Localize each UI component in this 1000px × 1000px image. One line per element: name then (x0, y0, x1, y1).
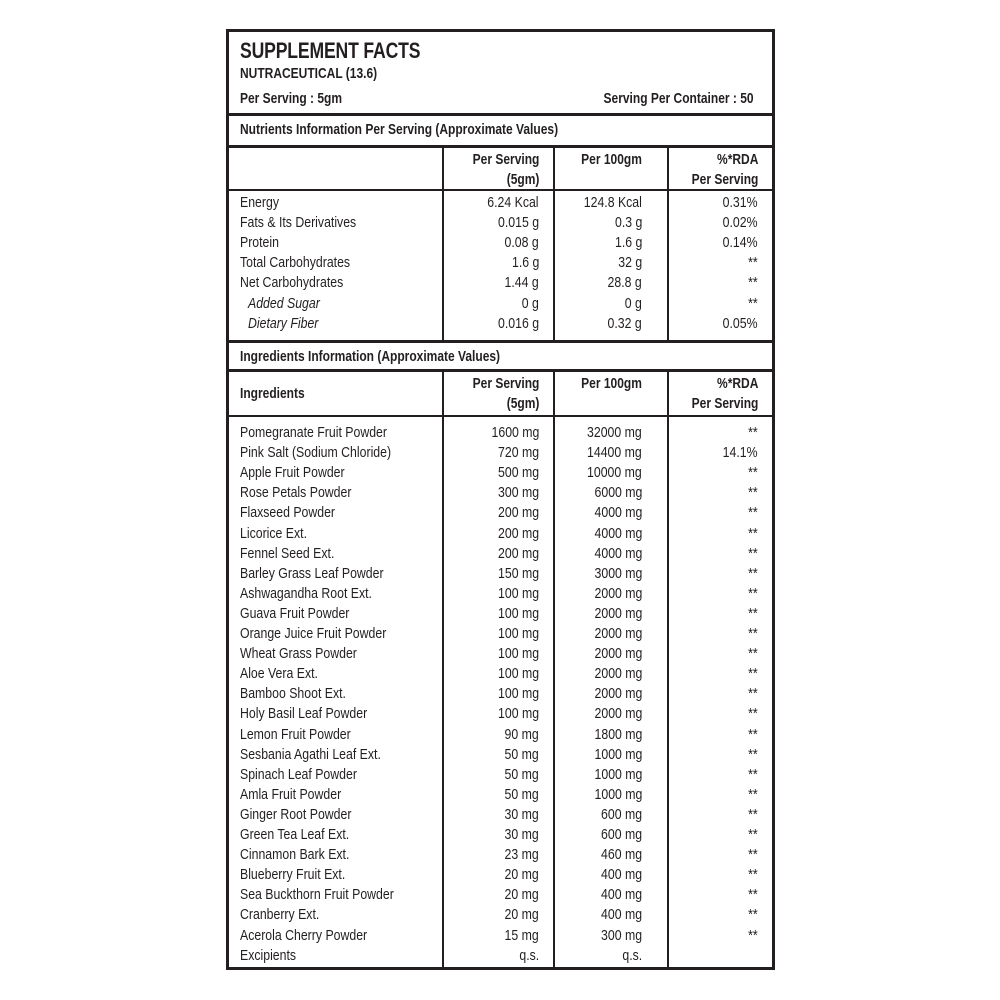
row-per-100g: 32 g (618, 254, 642, 272)
row-per-100g: 400 mg (600, 866, 642, 884)
row-name: Cranberry Ext. (240, 906, 320, 924)
column-divider (442, 148, 444, 342)
row-name: Dietary Fiber (248, 314, 319, 332)
row-per-100g: 600 mg (600, 826, 642, 843)
panel-subtitle: NUTRACEUTICAL (13.6) (240, 65, 378, 82)
divider (229, 415, 772, 417)
row-rda: ** (748, 254, 758, 272)
row-rda: ** (748, 274, 758, 292)
col-serving-line2: (5gm) (506, 395, 539, 412)
row-rda: ** (748, 866, 758, 884)
ingredients-col-100g: Per 100gm (581, 375, 642, 392)
row-rda: ** (748, 805, 758, 823)
row-per-serving: 30 mg (504, 826, 539, 843)
row-per-100g: 124.8 Kcal (583, 194, 642, 211)
row-rda: 0.31% (723, 194, 758, 211)
ingredients-section-title: Ingredients Information (Approximate Values) (240, 348, 501, 365)
row-rda: ** (748, 424, 758, 441)
row-name: Wheat Grass Powder (240, 645, 357, 663)
row-per-100g: 2000 mg (594, 685, 642, 703)
row-rda: ** (748, 906, 758, 924)
row-name: Licorice Ext. (240, 524, 307, 542)
column-divider (553, 372, 555, 970)
row-rda: ** (748, 645, 758, 663)
row-name: Ginger Root Powder (240, 805, 352, 823)
row-per-serving: 100 mg (497, 584, 539, 602)
row-per-serving: 1.44 g (504, 274, 539, 292)
row-rda: ** (748, 544, 758, 562)
row-per-100g: 4000 mg (594, 504, 642, 522)
row-per-serving: 720 mg (497, 444, 539, 462)
col-rda-line1: %*RDA (716, 151, 758, 168)
row-per-100g: 4000 mg (594, 544, 642, 562)
col-rda-line2: Per Serving (691, 171, 758, 188)
row-name: Flaxseed Powder (240, 504, 336, 522)
row-per-serving: 1600 mg (491, 424, 539, 441)
row-name: Barley Grass Leaf Powder (240, 564, 384, 582)
row-name: Spinach Leaf Powder (240, 765, 357, 783)
divider (229, 145, 772, 148)
row-rda: ** (748, 765, 758, 783)
row-per-serving: 50 mg (504, 765, 539, 783)
row-per-serving: 90 mg (504, 725, 539, 743)
row-rda: ** (748, 665, 758, 683)
row-per-100g: 6000 mg (594, 484, 642, 502)
row-per-serving: 100 mg (497, 705, 539, 723)
row-per-serving: 0.08 g (504, 234, 539, 252)
nutrients-col-100g: Per 100gm (581, 151, 642, 168)
row-per-serving: 100 mg (497, 645, 539, 663)
col-rda-line2: Per Serving (691, 395, 758, 412)
row-rda: ** (748, 685, 758, 703)
col-serving-line2: (5gm) (506, 171, 539, 188)
row-per-serving: 100 mg (497, 604, 539, 622)
row-per-100g: 0.32 g (607, 314, 642, 332)
row-per-serving: 20 mg (504, 906, 539, 924)
nutrients-col-rda (691, 150, 758, 190)
row-rda: ** (748, 725, 758, 743)
row-rda: ** (748, 625, 758, 642)
row-rda: ** (748, 484, 758, 502)
row-name: Energy (240, 194, 279, 211)
row-per-serving: 1.6 g (511, 254, 539, 272)
row-name: Excipients (240, 946, 297, 964)
per-serving-size: Per Serving : 5gm (240, 90, 343, 107)
row-name: Bamboo Shoot Ext. (240, 685, 346, 703)
row-per-100g: 2000 mg (594, 625, 642, 642)
row-per-100g: 3000 mg (594, 564, 642, 582)
row-per-100g: 32000 mg (587, 424, 642, 441)
row-per-100g: 1000 mg (594, 745, 642, 763)
row-per-serving: 100 mg (497, 625, 539, 642)
row-per-100g: 0.3 g (614, 214, 642, 232)
row-rda: ** (748, 584, 758, 602)
row-name: Added Sugar (248, 294, 320, 312)
row-per-serving: 200 mg (497, 544, 539, 562)
row-name: Total Carbohydrates (240, 254, 351, 272)
column-divider (667, 148, 669, 342)
panel-title: SUPPLEMENT FACTS (240, 38, 421, 63)
row-name: Pink Salt (Sodium Chloride) (240, 444, 392, 462)
row-rda: 0.02% (723, 214, 758, 232)
row-per-100g: 460 mg (600, 846, 642, 864)
row-name: Fennel Seed Ext. (240, 544, 335, 562)
row-per-serving: 23 mg (504, 846, 539, 864)
row-name: Amla Fruit Powder (240, 785, 342, 803)
row-per-100g: 400 mg (600, 886, 642, 904)
row-name: Apple Fruit Powder (240, 464, 345, 482)
row-per-100g: 28.8 g (607, 274, 642, 292)
supplement-facts-panel (226, 29, 775, 970)
row-per-100g: 400 mg (600, 906, 642, 924)
servings-per-container: Serving Per Container : 50 (603, 90, 754, 107)
row-per-100g: 10000 mg (587, 464, 642, 482)
row-per-serving: 300 mg (497, 484, 539, 502)
row-per-100g: 2000 mg (594, 705, 642, 723)
row-rda: ** (748, 886, 758, 904)
row-per-serving: 100 mg (497, 665, 539, 683)
row-rda: ** (748, 604, 758, 622)
row-rda: ** (748, 464, 758, 482)
row-per-100g: q.s. (622, 946, 642, 964)
row-per-100g: 2000 mg (594, 604, 642, 622)
row-rda: ** (748, 564, 758, 582)
row-per-100g: 1000 mg (594, 785, 642, 803)
row-name: Sea Buckthorn Fruit Powder (240, 886, 394, 904)
row-name: Acerola Cherry Powder (240, 926, 368, 944)
nutrients-section-title: Nutrients Information Per Serving (Approximate Values) (240, 121, 559, 138)
row-name: Pomegranate Fruit Powder (240, 424, 387, 441)
row-rda: 14.1% (723, 444, 758, 462)
column-divider (553, 148, 555, 342)
row-rda: ** (748, 826, 758, 843)
ingredients-col-serving (472, 374, 539, 414)
row-per-serving: 200 mg (497, 504, 539, 522)
divider (229, 113, 772, 116)
row-per-100g: 2000 mg (594, 584, 642, 602)
row-per-serving: 20 mg (504, 886, 539, 904)
row-per-100g: 600 mg (600, 805, 642, 823)
row-per-serving: 150 mg (497, 564, 539, 582)
column-divider (442, 372, 444, 970)
ingredients-col-name: Ingredients (240, 385, 305, 402)
row-per-100g: 1.6 g (614, 234, 642, 252)
row-per-serving: 100 mg (497, 685, 539, 703)
row-per-100g: 300 mg (600, 926, 642, 944)
row-per-serving: 50 mg (504, 745, 539, 763)
row-rda: ** (748, 745, 758, 763)
row-per-serving: 6.24 Kcal (487, 194, 539, 211)
row-per-100g: 14400 mg (587, 444, 642, 462)
col-rda-line1: %*RDA (716, 375, 758, 392)
row-name: Sesbania Agathi Leaf Ext. (240, 745, 381, 763)
row-rda: 0.14% (723, 234, 758, 252)
col-serving-line1: Per Serving (472, 375, 539, 392)
row-name: Protein (240, 234, 279, 252)
row-per-serving: 20 mg (504, 866, 539, 884)
row-name: Green Tea Leaf Ext. (240, 826, 350, 843)
row-name: Net Carbohydrates (240, 274, 344, 292)
row-name: Ashwagandha Root Ext. (240, 584, 372, 602)
row-name: Aloe Vera Ext. (240, 665, 318, 683)
row-name: Orange Juice Fruit Powder (240, 625, 387, 642)
row-rda: ** (748, 294, 758, 312)
row-name: Fats & Its Derivatives (240, 214, 357, 232)
row-per-100g: 0 g (624, 294, 642, 312)
nutrients-col-serving (472, 150, 539, 190)
row-per-serving: 500 mg (497, 464, 539, 482)
divider (229, 369, 772, 372)
row-per-100g: 1800 mg (594, 725, 642, 743)
row-rda: ** (748, 504, 758, 522)
row-per-serving: 0.015 g (497, 214, 539, 232)
row-per-serving: 200 mg (497, 524, 539, 542)
row-name: Blueberry Fruit Ext. (240, 866, 346, 884)
row-per-serving: 15 mg (504, 926, 539, 944)
row-per-serving: q.s. (519, 946, 539, 964)
row-per-serving: 0.016 g (497, 314, 539, 332)
row-per-100g: 2000 mg (594, 665, 642, 683)
row-name: Cinnamon Bark Ext. (240, 846, 350, 864)
row-rda: 0.05% (723, 314, 758, 332)
row-rda: ** (748, 926, 758, 944)
divider (229, 189, 772, 191)
ingredients-col-rda (691, 374, 758, 414)
divider (229, 340, 772, 343)
row-name: Rose Petals Powder (240, 484, 352, 502)
row-per-100g: 4000 mg (594, 524, 642, 542)
row-per-100g: 1000 mg (594, 765, 642, 783)
column-divider (667, 372, 669, 970)
row-rda: ** (748, 846, 758, 864)
row-per-serving: 30 mg (504, 805, 539, 823)
row-per-100g: 2000 mg (594, 645, 642, 663)
row-rda: ** (748, 705, 758, 723)
row-per-serving: 50 mg (504, 785, 539, 803)
row-name: Lemon Fruit Powder (240, 725, 351, 743)
row-name: Guava Fruit Powder (240, 604, 350, 622)
col-serving-line1: Per Serving (472, 151, 539, 168)
row-per-serving: 0 g (521, 294, 539, 312)
row-rda: ** (748, 524, 758, 542)
row-rda: ** (748, 785, 758, 803)
row-name: Holy Basil Leaf Powder (240, 705, 368, 723)
